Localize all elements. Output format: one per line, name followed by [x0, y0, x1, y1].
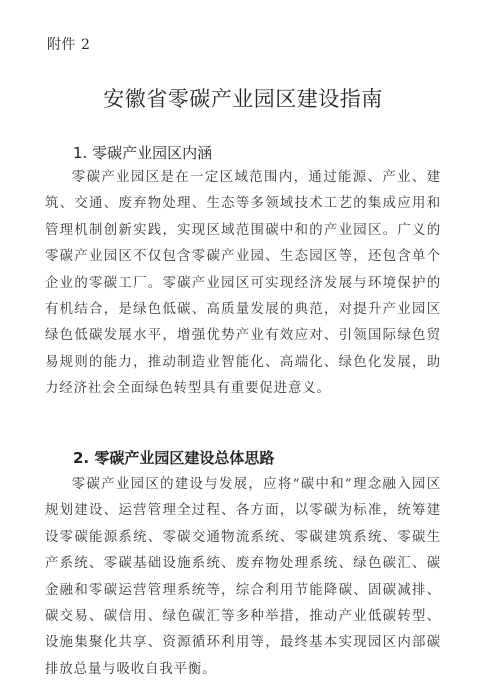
document-title: 安徽省零碳产业园区建设指南	[103, 87, 383, 111]
section-heading-2: 2. 零碳产业园区建设总体思路	[73, 449, 275, 467]
section-body-2: 零碳产业园区的建设与发展，应将“碳中和”理念融入园区规划建设、运营管理全过程、各方面，以零碳为标准，统筹建设零碳能源系统、零碳交通物流系统、零碳建筑系统、零碳生产系统、零碳基础设施系统、废弃物处理系统、绿色碳汇、碳金融和零碳运营管理系统等，综合利用节能降碳、固碳减排、碳交易、碳信用、绿色碳汇等多种举措，推动产业低碳转型、设施集聚化共享、资源循环利用等，最终基本实现园区内部碳排放总量与吸收自我平衡。	[45, 477, 441, 677]
section-heading-1: 1. 零碳产业园区内涵	[73, 144, 213, 162]
attachment-label: 附件 2	[47, 37, 91, 53]
section-body-1: 零碳产业园区是在一定区域范围内，通过能源、产业、建筑、交通、废弃物处理、生态等多领域技术工艺的集成应用和管理机制创新实践，实现区域范围碳中和的产业园区。广义的零碳产业园区不仅包含零碳产业园、生态园区等，还包含单个企业的零碳工厂。零碳产业园区可实现经济发展与环境保护的有机结合，是绿色低碳、高质量发展的典范，对提升产业园区绿色低碳发展水平，增强优势产业有效应对、引领国际绿色贸易规则的能力，推动制造业智能化、高端化、绿色化发展，助力经济社会全面绿色转型具有重要促进意义。	[45, 170, 441, 397]
